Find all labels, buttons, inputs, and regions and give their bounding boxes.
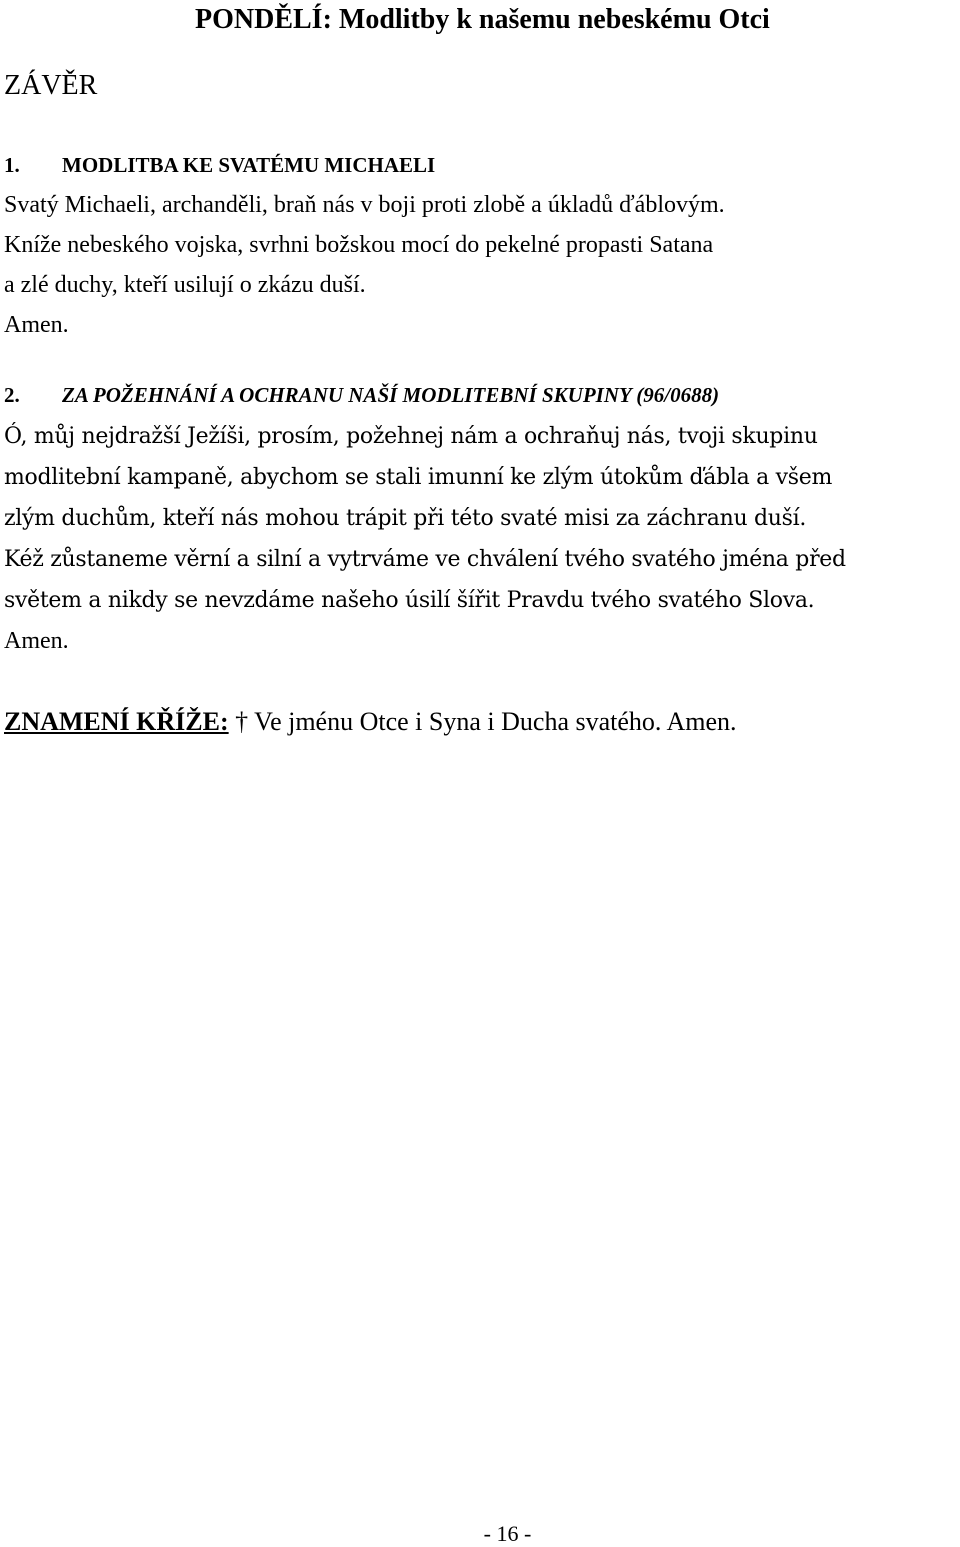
- prayer-title: [4, 145, 954, 185]
- prayer-title: [4, 375, 960, 416]
- sign-of-cross: [4, 704, 737, 740]
- page-number: - 16 -: [483, 1521, 532, 1546]
- prayer-line: světem a nikdy se nevzdáme našeho úsilí šířit Pravdu tvého svatého Slova.: [4, 588, 815, 613]
- page-header: PONDĚLÍ: Modlitby k našemu nebeskému Otci: [195, 4, 770, 35]
- sign-of-cross-text: Ve jménu Otce i Syna i Ducha svatého. Amen.: [254, 707, 737, 736]
- prayer-amen: Amen.: [4, 628, 69, 654]
- prayer-line: Svatý Michaeli, archanděli, braň nás v boji proti zlobě a úkladů ďáblovým.: [4, 192, 725, 218]
- cross-icon: †: [235, 707, 249, 736]
- prayer-line: modlitební kampaně, abychom se stali imunní ke zlým útokům ďábla a všem: [4, 465, 833, 490]
- sign-of-cross-label: ZNAMENÍ KŘÍŽE:: [4, 707, 229, 736]
- prayer-line: zlým duchům, kteří nás mohou trápit při této svaté misi za záchranu duší.: [4, 506, 807, 531]
- prayer-title-text: ZA POŽEHNÁNÍ A OCHRANU NAŠÍ MODLITEBNÍ SKUPINY (96/0688): [62, 383, 720, 407]
- prayer-number: 2.: [4, 383, 20, 407]
- prayer-number: 1.: [4, 153, 20, 177]
- prayer-line: a zlé duchy, kteří usilují o zkázu duší.: [4, 272, 366, 298]
- section-title: ZÁVĚR: [4, 70, 98, 101]
- prayer-title-text: MODLITBA KE SVATÉMU MICHAELI: [62, 153, 436, 177]
- prayer-group-blessing: [4, 375, 960, 662]
- prayer-line: Kéž zůstaneme věrní a silní a vytrváme ve chválení tvého svatého jména před: [4, 547, 846, 572]
- prayer-line: Ó, můj nejdražší Ježíši, prosím, požehnej nám a ochraňuj nás, tvoji skupinu: [4, 424, 818, 449]
- prayer-michael: [4, 145, 954, 345]
- prayer-amen: Amen.: [4, 312, 69, 338]
- prayer-line: Kníže nebeského vojska, svrhni božskou mocí do pekelné propasti Satana: [4, 232, 714, 258]
